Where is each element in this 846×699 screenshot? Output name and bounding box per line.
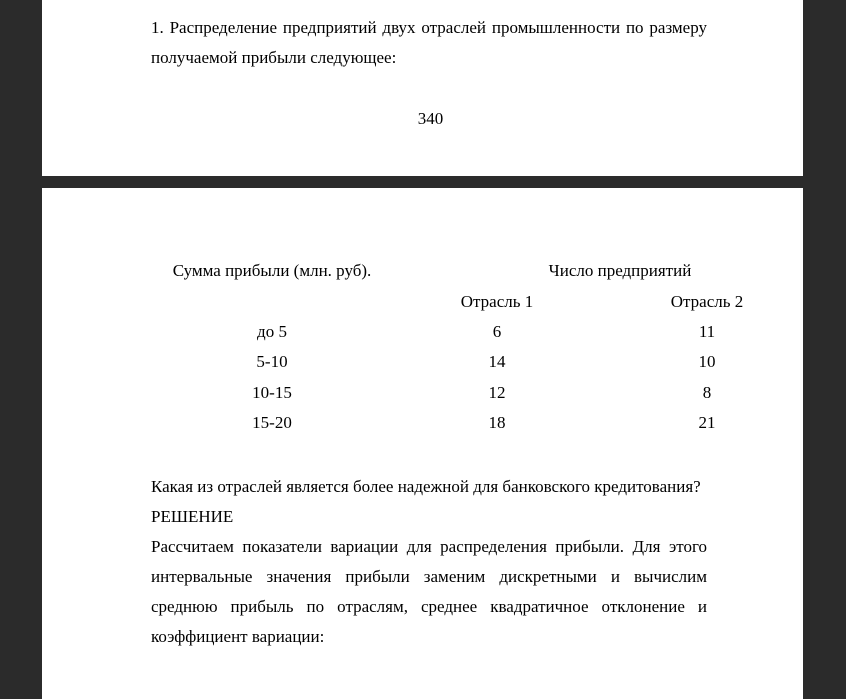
table-cell-range: 15-20 <box>252 413 292 432</box>
table-cell-range: до 5 <box>257 322 287 341</box>
table-cell-value: 8 <box>702 383 712 402</box>
solution-paragraph: Рассчитаем показатели вариации для распределения прибыли. Для этого интервальные значения прибыли заменим дискретными и вычислим среднюю прибыль по отраслям, среднее квадратичное отклонение и коэффициент вариации: <box>151 537 707 646</box>
question-text: Какая из отраслей является более надежной для банковского кредитования? <box>151 477 701 496</box>
table-cell-value: 11 <box>698 322 716 341</box>
table-column-header: Отрасль 1 <box>460 292 534 311</box>
solution-heading: РЕШЕНИЕ <box>151 507 234 526</box>
table-group-header: Число предприятий <box>548 261 692 280</box>
task-paragraph: 1. Распределение предприятий двух отраслей промышленности по размеру получаемой прибыли следующее: <box>151 18 707 67</box>
table-cell-value: 21 <box>698 413 716 432</box>
table-column-header: Отрасль 2 <box>670 292 744 311</box>
table-cell-value: 18 <box>488 413 506 432</box>
table-cell-value: 6 <box>492 322 502 341</box>
table-label-header: Сумма прибыли (млн. руб). <box>172 261 372 280</box>
table-cell-value: 14 <box>488 352 506 371</box>
table-cell-value: 10 <box>698 352 716 371</box>
table-cell-range: 5-10 <box>256 352 288 371</box>
table-cell-value: 12 <box>488 383 506 402</box>
page-number: 340 <box>417 109 444 128</box>
page-341 <box>42 188 803 699</box>
page-340 <box>42 0 803 176</box>
table-cell-range: 10-15 <box>252 383 292 402</box>
